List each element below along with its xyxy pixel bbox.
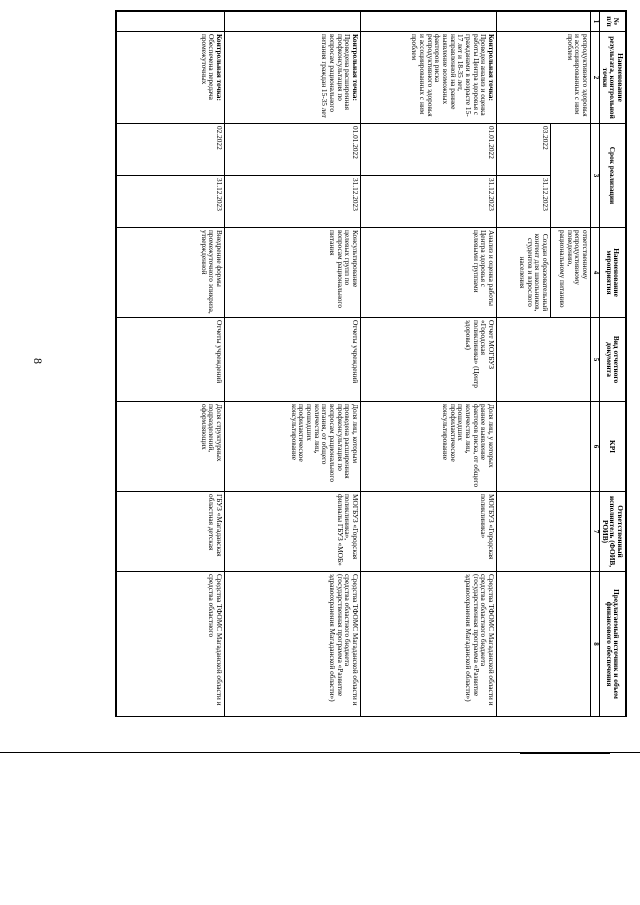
row3-executor: МОГБУЗ «Городская поликлиника», филиалы ГБУЗ «МОБ» [225,492,361,572]
row2-name: Проведен анализ и оценка работы Центра здоровья с гражданами в возрасте 15-17 лет и 18-35 лет, направленной на раннее выявление возможных факторов риска репродуктивного здоровья и ассоциированных с ним проблем [410,34,489,117]
header-finance: Предлагаемый источник и объем финансового обеспечения [600,572,626,717]
row1-start: 03.2022 [497,124,551,176]
row4-name-cell [117,32,225,124]
row2-kpi: Доля лиц, у которых раннее выявление факторов риска, от общего количества лиц, прошедших профилактическое консультирование [361,402,497,492]
row4-report: Отчеты учреждений [117,318,225,402]
row1-kpi [497,402,591,492]
action-plan-table [116,11,626,717]
page-number: 8 [31,358,45,364]
table-row [551,12,591,717]
row3-name: Проведена расширенная профконсультация по вопросам рационального питания граждан 15-35 лет [320,34,353,118]
col-number: 2 [591,32,600,124]
row4-name: Обеспечена передача промежуточных [199,34,217,100]
row2-start: 01.01.2022 [361,124,497,176]
row2-name-cell [361,32,497,124]
row2-report: Отчет МОГБУЗ «Городская поликлиника» (Центр здоровья) [361,318,497,402]
row1-period-empty [551,124,591,228]
row2-finance: Средства ТФОМС Магаданской области и средства областного бюджета (государственная программа «Развитие здравоохранения Магаданской области») [361,572,497,717]
table-row [361,12,497,717]
column-number-row [591,12,600,717]
row4-kpi: Доля структурных подразделений, оформляющих [117,402,225,492]
row2-event: Анализ и оценка работы Центра здоровья с целевыми группами [361,228,497,318]
row4-finance: Средства ТФОМС Магаданской области и средства областного [117,572,225,717]
table-row [117,12,225,717]
row4-start: 02.2022 [117,124,225,176]
row3-kpi: Доля лиц, которым проведена расширенная профконсультация по вопросам рационального питания, от общего количества лиц, прошедших профилактическое консультирование [225,402,361,492]
header-num: № п/п [600,12,626,32]
rotated-table-frame [115,10,627,717]
row3-name-cell [225,32,361,124]
table-rotation-wrapper [116,11,626,716]
header-row [600,12,626,717]
row4-end: 31.12.2023 [117,176,225,228]
row2-num [361,12,497,32]
col-number: 6 [591,402,600,492]
header-executor: Ответственный исполнитель (ФОИВ, РОИВ) [600,492,626,572]
col-number: 8 [591,572,600,717]
col-number: 4 [591,228,600,318]
row4-control-label: Контрольная точка: [215,34,225,101]
col-number: 7 [591,492,600,572]
header-name: Наименование результата, контрольной точки [600,32,626,124]
header-kpi: KPI [600,402,626,492]
row3-end: 31.12.2023 [225,176,361,228]
header-period: Срок реализации [600,124,626,228]
row2-executor: МОГБУЗ «Городская поликлиника» [361,492,497,572]
table-row [225,12,361,717]
row3-control-label: Контрольная точка: [351,34,361,101]
row4-event: Внедрение формы промежуточного эпикриза, утвержденной [117,228,225,318]
row1-finance [497,572,591,717]
row1-report [497,318,591,402]
row3-num [225,12,361,32]
page-separator-mark [520,752,610,754]
row3-start: 01.01.2022 [225,124,361,176]
header-event: Наименование мероприятия [600,228,626,318]
row2-end: 31.12.2023 [361,176,497,228]
row3-report: Отчеты учреждений [225,318,361,402]
col-number: 5 [591,318,600,402]
row1-end: 31.12.2023 [497,176,551,228]
row1-num [497,12,591,32]
header-report: Вид отчетного документа [600,318,626,402]
row2-control-label: Контрольная точка: [487,34,497,101]
row1-executor [497,492,591,572]
row1-name: репродуктивного здоровья и ассоциированных с ним проблем [497,32,591,124]
row4-num [117,12,225,32]
row4-executor: ГБУЗ «Магаданская областная детская [117,492,225,572]
row3-finance: Средства ТФОМС Магаданской области и средства областного бюджета (государственная программа «Развитие здравоохранения Магаданской области») [225,572,361,717]
row1-event-top: ответственному репродуктивному поведению, рациональному питанию [551,228,591,318]
row1-event-sub: Создан образовательный контент для школьников, студентов и взрослого населения [497,228,551,318]
row3-event: Консультирование целевых групп по вопросам рационального питания [225,228,361,318]
col-number: 3 [591,124,600,228]
col-number: 1 [591,12,600,32]
